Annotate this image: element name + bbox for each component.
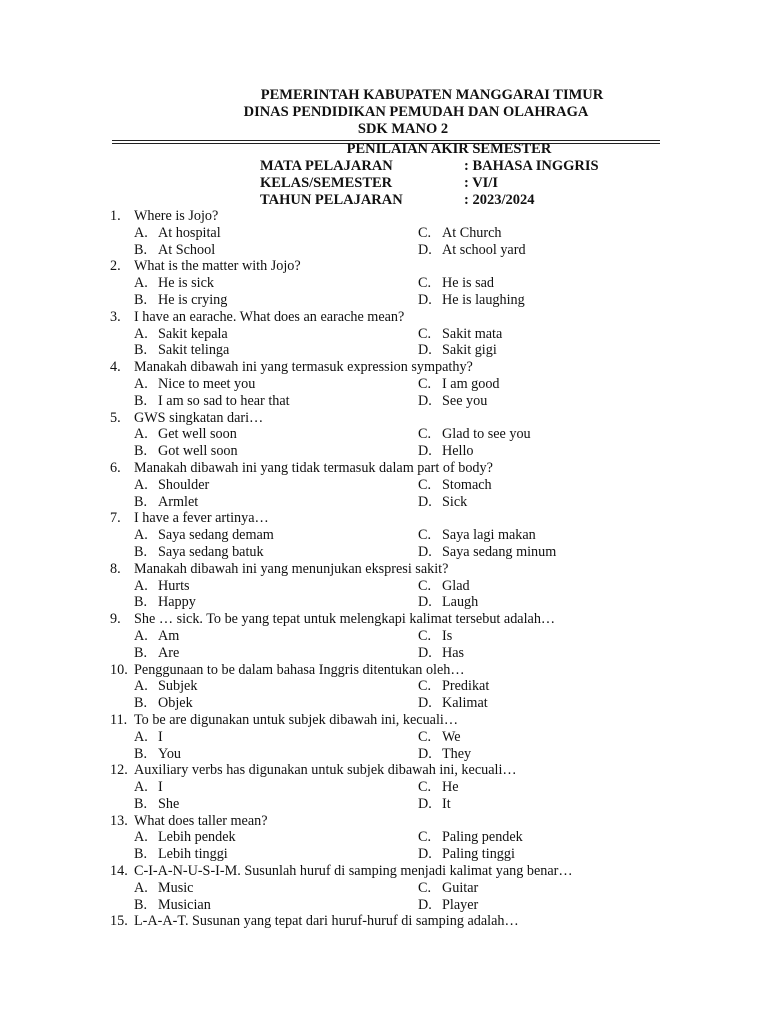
option-text: He is laughing — [442, 291, 525, 308]
answer-option — [418, 645, 464, 662]
option-row — [110, 796, 670, 813]
option-text: Sakit telinga — [158, 342, 230, 359]
answer-option — [134, 326, 228, 343]
option-text: Get well soon — [158, 426, 237, 443]
header-school: SDK MANO 2 — [357, 121, 449, 137]
question-text: Where is Jojo? — [134, 208, 219, 224]
question-number: 6. — [110, 459, 121, 476]
option-letter: A. — [134, 678, 148, 695]
option-row — [110, 443, 670, 460]
question-number: 15. — [110, 913, 128, 930]
option-text: Happy — [158, 594, 196, 611]
answer-option — [134, 578, 190, 595]
answer-option — [134, 225, 221, 242]
question-number: 11. — [110, 711, 128, 728]
option-row — [110, 678, 670, 695]
option-text: I — [158, 728, 163, 745]
answer-option — [418, 678, 489, 695]
question — [110, 863, 670, 880]
option-letter: C. — [418, 678, 432, 695]
option-letter: C. — [418, 879, 432, 896]
option-letter: C. — [418, 728, 432, 745]
option-text: Saya lagi makan — [442, 527, 536, 544]
question-number: 12. — [110, 762, 128, 779]
option-text: Paling tinggi — [442, 846, 515, 863]
question-number: 4. — [110, 359, 121, 376]
option-text: Lebih tinggi — [158, 846, 228, 863]
option-letter: C. — [418, 627, 432, 644]
option-text: Objek — [158, 695, 193, 712]
option-text: Subjek — [158, 678, 198, 695]
answer-option — [418, 729, 461, 746]
option-text: At Church — [442, 224, 502, 241]
question — [110, 762, 670, 779]
question-text: Manakah dibawah ini yang termasuk expression sympathy? — [134, 359, 473, 376]
option-letter: A. — [134, 779, 148, 796]
meta-label: TAHUN PELAJARAN — [260, 192, 403, 208]
answer-option — [418, 443, 474, 460]
option-text: Saya sedang batuk — [158, 543, 264, 560]
answer-option — [134, 746, 181, 763]
question-text: Auxiliary verbs has digunakan untuk subjek dibawah ini, kecuali… — [134, 762, 517, 779]
option-letter: A. — [134, 728, 148, 745]
answer-option — [134, 729, 163, 746]
option-row — [110, 846, 670, 863]
option-letter: C. — [418, 426, 432, 443]
option-row — [110, 829, 670, 846]
option-letter: D. — [418, 342, 432, 359]
option-letter: A. — [134, 275, 148, 292]
option-text: Music — [158, 879, 194, 896]
answer-option — [418, 695, 488, 712]
answer-option — [134, 846, 228, 863]
option-row — [110, 527, 670, 544]
option-text: Musician — [158, 896, 211, 913]
question-number: 5. — [110, 409, 121, 426]
exam-title: PENILAIAN AKIR SEMESTER — [346, 141, 552, 157]
option-letter: B. — [134, 846, 148, 863]
question-number: 7. — [110, 510, 121, 527]
question-number: 14. — [110, 863, 128, 880]
question-text: GWS singkatan dari… — [134, 409, 264, 426]
option-letter: D. — [418, 443, 432, 460]
option-letter: C. — [418, 779, 432, 796]
answer-option — [418, 829, 523, 846]
option-letter: D. — [418, 543, 432, 560]
answer-option — [134, 443, 238, 460]
question-text: Manakah dibawah ini yang menunjukan ekspresi sakit? — [134, 560, 449, 577]
option-letter: D. — [418, 291, 432, 308]
question — [110, 510, 670, 527]
option-text: Got well soon — [158, 443, 238, 460]
answer-option — [418, 846, 515, 863]
option-letter: A. — [134, 375, 148, 392]
option-text: Armlet — [158, 493, 199, 510]
option-letter: C. — [418, 275, 432, 292]
option-row — [110, 225, 670, 242]
answer-option — [418, 292, 525, 309]
answer-option — [134, 594, 196, 611]
option-text: Nice to meet you — [158, 375, 256, 392]
option-letter: B. — [134, 795, 148, 812]
answer-option — [134, 897, 211, 914]
question-text: She … sick. To be yang tepat untuk melengkapi kalimat tersebut adalah… — [134, 611, 556, 628]
option-letter: D. — [418, 241, 432, 258]
question-text: C-I-A-N-U-S-I-M. Susunlah huruf di samping menjadi kalimat yang benar… — [134, 863, 573, 880]
option-text: Saya sedang minum — [442, 543, 557, 560]
option-text: We — [442, 728, 461, 745]
option-text: Laugh — [442, 594, 479, 611]
answer-option — [418, 527, 536, 544]
meta-class — [260, 175, 498, 192]
option-row — [110, 326, 670, 343]
option-text: Shoulder — [158, 476, 210, 493]
answer-option — [134, 829, 236, 846]
option-row — [110, 746, 670, 763]
option-letter: C. — [418, 527, 432, 544]
option-letter: D. — [418, 392, 432, 409]
answer-option — [418, 225, 502, 242]
answer-option — [418, 544, 556, 561]
option-letter: B. — [134, 896, 148, 913]
answer-option — [418, 376, 500, 393]
answer-option — [134, 494, 198, 511]
option-text: Hello — [442, 443, 474, 460]
option-letter: B. — [134, 241, 148, 258]
question-number: 3. — [110, 308, 121, 325]
question — [110, 208, 670, 225]
option-letter: A. — [134, 426, 148, 443]
header-department: DINAS PENDIDIKAN PEMUDAH DAN OLAHRAGA — [243, 104, 589, 120]
option-text: Glad to see you — [442, 426, 531, 443]
question-text: Penggunaan to be dalam bahasa Inggris ditentukan oleh… — [134, 661, 465, 678]
option-text: He is sad — [442, 275, 495, 292]
answer-option — [134, 393, 290, 410]
option-text: Predikat — [442, 678, 490, 695]
question-text: Manakah dibawah ini yang tidak termasuk dalam part of body? — [134, 459, 493, 476]
option-text: See you — [442, 392, 488, 409]
option-letter: B. — [134, 745, 148, 762]
meta-value: : BAHASA INGGRIS — [464, 158, 599, 174]
answer-option — [134, 292, 227, 309]
question-number: 2. — [110, 258, 121, 275]
option-letter: D. — [418, 594, 432, 611]
option-letter: B. — [134, 493, 148, 510]
option-letter: A. — [134, 879, 148, 896]
answer-option — [418, 342, 497, 359]
answer-option — [418, 393, 487, 410]
answer-option — [134, 678, 197, 695]
option-text: Hurts — [158, 577, 190, 594]
question — [110, 561, 670, 578]
answer-option — [418, 779, 459, 796]
option-text: Saya sedang demam — [158, 527, 274, 544]
answer-option — [418, 746, 471, 763]
option-text: Is — [442, 627, 453, 644]
option-letter: B. — [134, 342, 148, 359]
question-number: 13. — [110, 812, 128, 829]
option-letter: D. — [418, 795, 432, 812]
meta-label: KELAS/SEMESTER — [260, 175, 393, 191]
option-row — [110, 292, 670, 309]
option-row — [110, 880, 670, 897]
option-row — [110, 275, 670, 292]
answer-option — [418, 796, 451, 813]
option-text: It — [442, 795, 451, 812]
option-letter: C. — [418, 325, 432, 342]
option-letter: C. — [418, 224, 432, 241]
option-text: Are — [158, 644, 180, 661]
option-letter: C. — [418, 829, 432, 846]
answer-option — [134, 796, 179, 813]
option-letter: D. — [418, 896, 432, 913]
answer-option — [418, 477, 492, 494]
option-text: Stomach — [442, 476, 492, 493]
option-letter: A. — [134, 627, 148, 644]
option-text: Paling pendek — [442, 829, 523, 846]
option-letter: C. — [418, 476, 432, 493]
question-text: To be are digunakan untuk subjek dibawah ini, kecuali… — [134, 711, 459, 728]
answer-option — [418, 897, 478, 914]
meta-value: : VI/I — [464, 175, 498, 191]
question — [110, 712, 670, 729]
answer-option — [418, 494, 467, 511]
option-letter: B. — [134, 392, 148, 409]
question — [110, 258, 670, 275]
question-text: L-A-A-T. Susunan yang tepat dari huruf-huruf di samping adalah… — [134, 913, 519, 930]
option-letter: D. — [418, 695, 432, 712]
answer-option — [134, 628, 179, 645]
answer-option — [134, 527, 274, 544]
option-letter: A. — [134, 577, 148, 594]
question-list — [110, 208, 670, 930]
question-text: I have a fever artinya… — [134, 510, 269, 527]
option-row — [110, 426, 670, 443]
option-text: Sakit gigi — [442, 342, 497, 359]
option-row — [110, 376, 670, 393]
option-text: Am — [158, 627, 180, 644]
option-letter: D. — [418, 644, 432, 661]
answer-option — [134, 544, 264, 561]
option-text: He is crying — [158, 291, 228, 308]
question — [110, 410, 670, 427]
option-row — [110, 897, 670, 914]
question-text: I have an earache. What does an earache mean? — [134, 308, 405, 325]
option-text: At School — [158, 241, 216, 258]
answer-option — [134, 880, 193, 897]
option-text: You — [158, 745, 182, 762]
option-letter: A. — [134, 476, 148, 493]
meta-label: MATA PELAJARAN — [260, 158, 393, 174]
option-row — [110, 494, 670, 511]
option-letter: B. — [134, 644, 148, 661]
option-letter: A. — [134, 325, 148, 342]
option-letter: D. — [418, 846, 432, 863]
option-letter: B. — [134, 443, 148, 460]
option-row — [110, 393, 670, 410]
option-text: Lebih pendek — [158, 829, 236, 846]
option-letter: C. — [418, 375, 432, 392]
option-text: She — [158, 795, 180, 812]
question-text: What is the matter with Jojo? — [134, 258, 301, 275]
question-number: 8. — [110, 560, 121, 577]
option-row — [110, 242, 670, 259]
answer-option — [134, 242, 215, 259]
question-text: What does taller mean? — [134, 812, 268, 829]
option-letter: B. — [134, 695, 148, 712]
option-row — [110, 342, 670, 359]
option-text: Has — [442, 644, 465, 661]
header-government: PEMERINTAH KABUPATEN MANGGARAI TIMUR — [260, 87, 604, 103]
answer-option — [134, 275, 214, 292]
meta-subject — [260, 158, 599, 175]
question — [110, 913, 670, 930]
answer-option — [134, 426, 237, 443]
answer-option — [418, 594, 478, 611]
answer-option — [418, 426, 531, 443]
option-row — [110, 544, 670, 561]
option-text: I — [158, 779, 163, 796]
option-letter: B. — [134, 291, 148, 308]
option-text: Kalimat — [442, 695, 488, 712]
option-text: I am so sad to hear that — [158, 392, 290, 409]
meta-year — [260, 192, 534, 209]
option-letter: A. — [134, 527, 148, 544]
option-text: Sakit mata — [442, 325, 503, 342]
option-row — [110, 695, 670, 712]
option-row — [110, 477, 670, 494]
question — [110, 460, 670, 477]
option-row — [110, 594, 670, 611]
option-text: Sick — [442, 493, 468, 510]
option-row — [110, 645, 670, 662]
option-row — [110, 628, 670, 645]
option-letter: C. — [418, 577, 432, 594]
option-text: At hospital — [158, 224, 221, 241]
option-text: I am good — [442, 375, 500, 392]
answer-option — [418, 880, 478, 897]
option-row — [110, 779, 670, 796]
question — [110, 611, 670, 628]
answer-option — [134, 695, 193, 712]
answer-option — [418, 242, 526, 259]
answer-option — [418, 275, 494, 292]
option-letter: B. — [134, 594, 148, 611]
answer-option — [418, 628, 452, 645]
option-text: They — [442, 745, 472, 762]
option-row — [110, 729, 670, 746]
question — [110, 662, 670, 679]
meta-value: : 2023/2024 — [464, 192, 535, 208]
question-number: 9. — [110, 611, 121, 628]
option-letter: A. — [134, 224, 148, 241]
answer-option — [134, 477, 209, 494]
option-text: He — [442, 779, 459, 796]
option-text: At school yard — [442, 241, 526, 258]
question — [110, 813, 670, 830]
option-letter: A. — [134, 829, 148, 846]
option-letter: D. — [418, 745, 432, 762]
option-letter: B. — [134, 543, 148, 560]
answer-option — [134, 645, 179, 662]
question — [110, 359, 670, 376]
option-text: Glad — [442, 577, 470, 594]
option-row — [110, 578, 670, 595]
answer-option — [134, 779, 163, 796]
answer-option — [418, 578, 470, 595]
question-number: 1. — [110, 208, 121, 224]
question — [110, 309, 670, 326]
answer-option — [418, 326, 502, 343]
option-text: Guitar — [442, 879, 479, 896]
answer-option — [134, 342, 229, 359]
option-text: Player — [442, 896, 479, 913]
option-letter: D. — [418, 493, 432, 510]
option-text: Sakit kepala — [158, 325, 228, 342]
option-text: He is sick — [158, 275, 214, 292]
question-number: 10. — [110, 661, 128, 678]
answer-option — [134, 376, 255, 393]
